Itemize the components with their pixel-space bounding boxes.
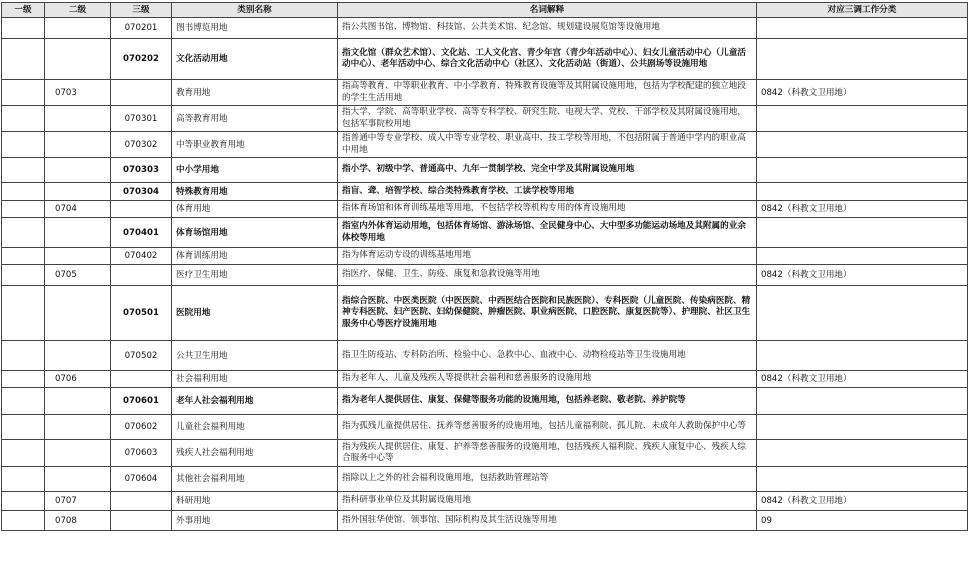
level3-cell: 070604 (111, 467, 172, 492)
survey-mapping-cell (757, 218, 968, 248)
level3-cell: 070401 (111, 218, 172, 248)
definition-cell: 指综合医院、中医类医院（中医医院、中西医结合医院和民族医院）、专科医院（儿童医院、传染病医院、精神专科医院、妇产医院、妇幼保健院、肿瘤医院、职业病医院、口腔医院、康复医院等）、护理院、社区卫生服务中心等医疗设施用地 (338, 286, 757, 341)
category-name-cell: 文化活动用地 (172, 39, 338, 80)
level1-cell (2, 341, 45, 371)
definition-cell: 指室内外体育运动用地，包括体育场馆、游泳场馆、全民健身中心、大中型多功能运动场地及其附属的业余体校等用地 (338, 218, 757, 248)
level2-cell (45, 132, 111, 158)
header-category-name: 类别名称 (172, 3, 338, 18)
category-name-cell: 社会福利用地 (172, 371, 338, 388)
category-name-cell: 特殊教育用地 (172, 183, 338, 201)
level2-cell (45, 341, 111, 371)
level2-cell (45, 388, 111, 415)
level2-cell (45, 183, 111, 201)
level2-cell: 0706 (45, 371, 111, 388)
survey-mapping-cell (757, 415, 968, 440)
level1-cell (2, 39, 45, 80)
level2-cell: 0704 (45, 201, 111, 218)
survey-mapping-cell (757, 467, 968, 492)
definition-cell: 指为残疾人提供居住、康复、护养等慈善服务的设施用地，包括残疾人福利院、残疾人康复中心、残疾人综合服务中心等 (338, 440, 757, 467)
level1-cell (2, 388, 45, 415)
table-row (2, 80, 968, 106)
level1-cell (2, 158, 45, 183)
level1-cell (2, 218, 45, 248)
level3-cell: 070301 (111, 106, 172, 132)
table-row (2, 132, 968, 158)
level3-cell (111, 80, 172, 106)
definition-cell: 指为老年人、儿童及残疾人等提供社会福利和慈善服务的设施用地 (338, 371, 757, 388)
category-name-cell: 公共卫生用地 (172, 341, 338, 371)
level2-cell (45, 39, 111, 80)
definition-cell: 指科研事业单位及其附属设施用地 (338, 492, 757, 511)
land-use-classification-table (1, 2, 968, 531)
category-name-cell: 体育训练用地 (172, 248, 338, 265)
level1-cell (2, 132, 45, 158)
definition-cell: 指普通中等专业学校、成人中等专业学校、职业高中、技工学校等用地，不包括附属于普通中学内的职业高中用地 (338, 132, 757, 158)
survey-mapping-cell: 0842（科教文卫用地） (757, 201, 968, 218)
table-row (2, 415, 968, 440)
definition-cell: 指为体育运动专设的训练基地用地 (338, 248, 757, 265)
level1-cell (2, 511, 45, 531)
definition-cell: 指文化馆（群众艺术馆）、文化站、工人文化宫、青少年宫（青少年活动中心）、妇女儿童活动中心（儿童活动中心）、老年活动中心、综合文化活动中心（社区）、文化活动站（街道）、公共剧场等设施用地 (338, 39, 757, 80)
level3-cell: 070603 (111, 440, 172, 467)
category-name-cell: 老年人社会福利用地 (172, 388, 338, 415)
header-level1: 一级 (2, 3, 45, 18)
survey-mapping-cell (757, 248, 968, 265)
level2-cell (45, 467, 111, 492)
level1-cell (2, 467, 45, 492)
category-name-cell: 体育场馆用地 (172, 218, 338, 248)
survey-mapping-cell (757, 440, 968, 467)
definition-cell: 指盲、聋、培智学校、综合类特殊教育学校、工读学校等用地 (338, 183, 757, 201)
definition-cell: 指医疗、保健、卫生、防疫、康复和急救设施等用地 (338, 265, 757, 286)
survey-mapping-cell: 09 (757, 511, 968, 531)
table-row (2, 492, 968, 511)
level2-cell (45, 415, 111, 440)
survey-mapping-cell (757, 18, 968, 39)
level2-cell: 0703 (45, 80, 111, 106)
definition-cell: 指卫生防疫站、专科防治所、检验中心、急救中心、血液中心、动物检疫站等卫生设施用地 (338, 341, 757, 371)
level1-cell (2, 18, 45, 39)
table-row (2, 388, 968, 415)
category-name-cell: 中小学用地 (172, 158, 338, 183)
level2-cell (45, 248, 111, 265)
table-row (2, 265, 968, 286)
survey-mapping-cell: 0842（科教文卫用地） (757, 492, 968, 511)
category-name-cell: 体育用地 (172, 201, 338, 218)
level1-cell (2, 106, 45, 132)
category-name-cell: 儿童社会福利用地 (172, 415, 338, 440)
definition-cell: 指小学、初级中学、普通高中、九年一贯制学校、完全中学及其附属设施用地 (338, 158, 757, 183)
level2-cell: 0705 (45, 265, 111, 286)
level3-cell: 070501 (111, 286, 172, 341)
category-name-cell: 外事用地 (172, 511, 338, 531)
table-row (2, 106, 968, 132)
survey-mapping-cell: 0842（科教文卫用地） (757, 80, 968, 106)
category-name-cell: 教育用地 (172, 80, 338, 106)
header-survey-mapping: 对应三调工作分类 (757, 3, 968, 18)
definition-cell: 指除以上之外的社会福利设施用地，包括救助管理站等 (338, 467, 757, 492)
level3-cell (111, 511, 172, 531)
table-row (2, 248, 968, 265)
definition-cell: 指大学、学院、高等职业学校、高等专科学校、研究生院、电视大学、党校、干部学校及其附属设施用地，包括军事院校用地 (338, 106, 757, 132)
level1-cell (2, 371, 45, 388)
level1-cell (2, 80, 45, 106)
level3-cell: 070202 (111, 39, 172, 80)
table-row (2, 511, 968, 531)
category-name-cell: 图书博览用地 (172, 18, 338, 39)
level3-cell: 070302 (111, 132, 172, 158)
survey-mapping-cell (757, 39, 968, 80)
definition-cell: 指外国驻华使馆、领事馆、国际机构及其生活设施等用地 (338, 511, 757, 531)
table-row (2, 218, 968, 248)
survey-mapping-cell: 0842（科教文卫用地） (757, 265, 968, 286)
category-name-cell: 其他社会福利用地 (172, 467, 338, 492)
category-name-cell: 医疗卫生用地 (172, 265, 338, 286)
level3-cell: 070402 (111, 248, 172, 265)
level1-cell (2, 415, 45, 440)
category-name-cell: 医院用地 (172, 286, 338, 341)
table-row (2, 371, 968, 388)
survey-mapping-cell (757, 132, 968, 158)
level1-cell (2, 286, 45, 341)
level3-cell: 070304 (111, 183, 172, 201)
header-definition: 名词解释 (338, 3, 757, 18)
definition-cell: 指高等教育、中等职业教育、中小学教育、特殊教育设施等及其附属设施用地，包括为学校配建的独立地段的学生生活用地 (338, 80, 757, 106)
table-body (2, 18, 968, 531)
category-name-cell: 中等职业教育用地 (172, 132, 338, 158)
level3-cell: 070502 (111, 341, 172, 371)
level1-cell (2, 183, 45, 201)
survey-mapping-cell (757, 183, 968, 201)
category-name-cell: 科研用地 (172, 492, 338, 511)
survey-mapping-cell: 0842（科教文卫用地） (757, 371, 968, 388)
level1-cell (2, 248, 45, 265)
level1-cell (2, 201, 45, 218)
survey-mapping-cell (757, 286, 968, 341)
level3-cell (111, 265, 172, 286)
table-row (2, 39, 968, 80)
level2-cell: 0708 (45, 511, 111, 531)
definition-cell: 指为孤残儿童提供居住、抚养等慈善服务的设施用地，包括儿童福利院、孤儿院、未成年人救助保护中心等 (338, 415, 757, 440)
level2-cell (45, 218, 111, 248)
level3-cell (111, 371, 172, 388)
definition-cell: 指体育场馆和体育训练基地等用地，不包括学校等机构专用的体育设施用地 (338, 201, 757, 218)
level1-cell (2, 265, 45, 286)
category-name-cell: 残疾人社会福利用地 (172, 440, 338, 467)
survey-mapping-cell (757, 388, 968, 415)
table-row (2, 341, 968, 371)
category-name-cell: 高等教育用地 (172, 106, 338, 132)
survey-mapping-cell (757, 158, 968, 183)
level2-cell (45, 286, 111, 341)
header-level2: 二级 (45, 3, 111, 18)
table-row (2, 183, 968, 201)
header-level3: 三级 (111, 3, 172, 18)
level3-cell: 070602 (111, 415, 172, 440)
level2-cell: 0707 (45, 492, 111, 511)
level2-cell (45, 440, 111, 467)
level3-cell (111, 201, 172, 218)
level2-cell (45, 158, 111, 183)
table-row (2, 158, 968, 183)
level3-cell: 070303 (111, 158, 172, 183)
definition-cell: 指为老年人提供居住、康复、保健等服务功能的设施用地，包括养老院、敬老院、养护院等 (338, 388, 757, 415)
table-header (2, 3, 968, 18)
table-row (2, 286, 968, 341)
survey-mapping-cell (757, 341, 968, 371)
level3-cell: 070201 (111, 18, 172, 39)
level3-cell: 070601 (111, 388, 172, 415)
level1-cell (2, 492, 45, 511)
table-row (2, 201, 968, 218)
level2-cell (45, 18, 111, 39)
level1-cell (2, 440, 45, 467)
survey-mapping-cell (757, 106, 968, 132)
level3-cell (111, 492, 172, 511)
definition-cell: 指公共图书馆、博物馆、科技馆、公共美术馆、纪念馆、规划建设展览馆等设施用地 (338, 18, 757, 39)
level2-cell (45, 106, 111, 132)
table-row (2, 18, 968, 39)
table-row (2, 467, 968, 492)
table-row (2, 440, 968, 467)
